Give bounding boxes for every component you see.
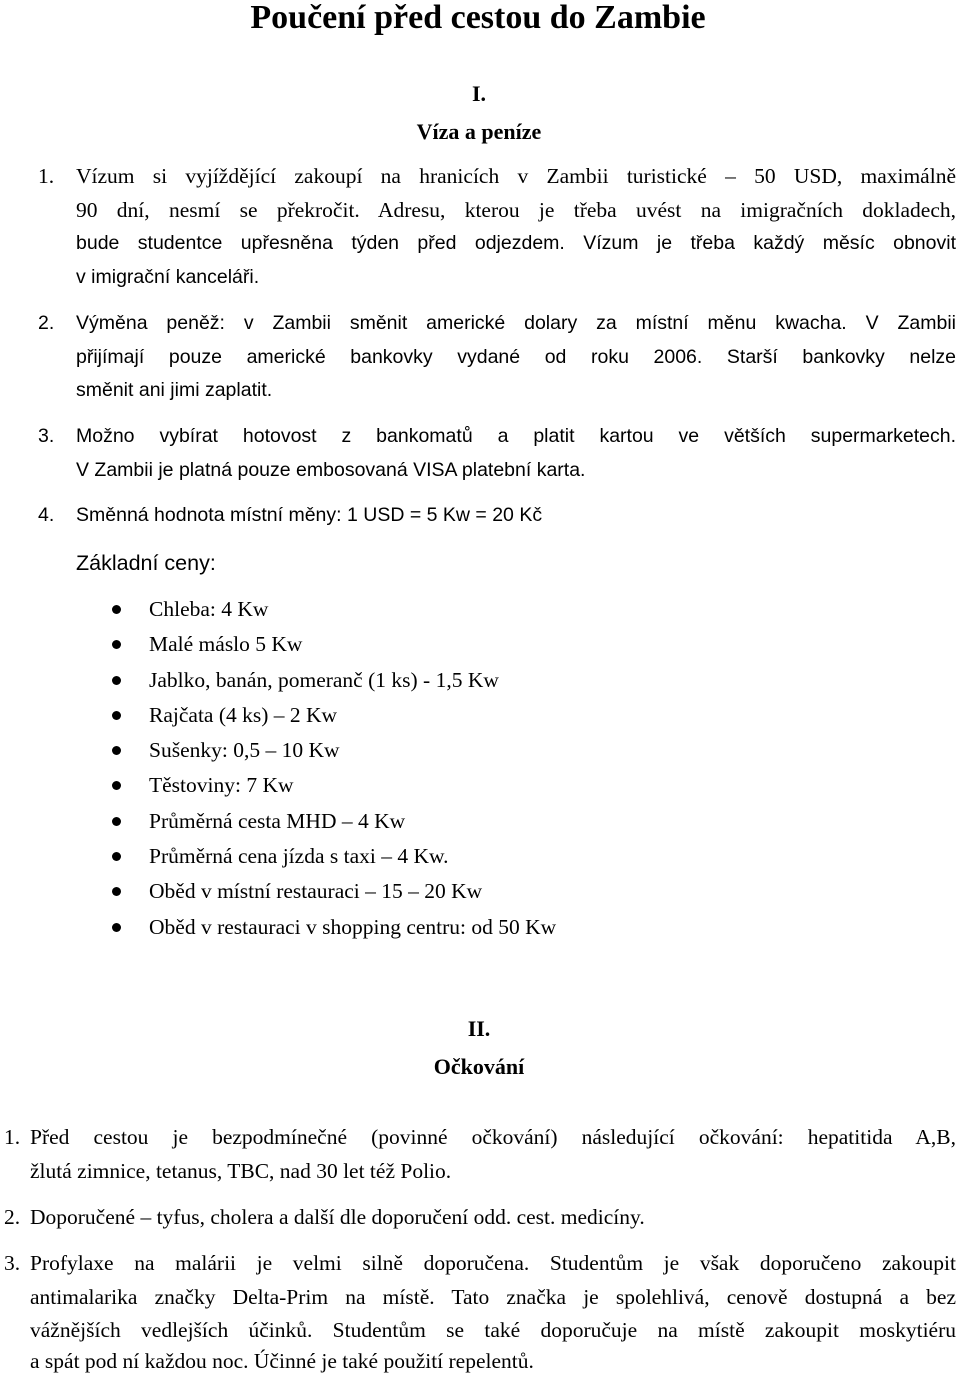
paragraph-line: 90 dní, nesmí se překročit. Adresu, kterou je třeba uvést na imigračních dokladech, <box>76 197 956 222</box>
section-2-heading: Očkování <box>433 1054 525 1079</box>
paragraph-line: Směnná hodnota místní měny: 1 USD = 5 Kw = 20 Kč <box>76 504 543 526</box>
section-2-item-3-line-2 <box>30 1281 956 1315</box>
list-item <box>106 839 556 874</box>
section-1-item-2 <box>76 307 956 341</box>
bullet-icon <box>112 852 121 861</box>
bullet-icon <box>112 711 121 720</box>
section-1-item-3-line-2 <box>76 454 956 488</box>
price-item-text: Rajčata (4 ks) – 2 Kw <box>149 702 338 727</box>
list-item <box>106 874 556 909</box>
paragraph-line: a spát pod ní každou noc. Účinné je také použití repelentů. <box>30 1349 534 1373</box>
paragraph-line: Doporučené – tyfus, cholera a další dle doporučení odd. cest. medicíny. <box>30 1205 645 1229</box>
price-item-text: Těstoviny: 7 Kw <box>149 773 294 798</box>
paragraph-line: Výměna peněž: v Zambii směnit americké dolary za místní měnu kwacha. V Zambii <box>76 312 956 334</box>
item-number: 4. <box>38 504 55 526</box>
list-item <box>106 627 556 662</box>
bullet-icon <box>112 817 121 826</box>
paragraph-line: vážnějších vedlejších účinků. Studentům se také doporučuje na místě zakoupit moskytiéru <box>30 1318 956 1342</box>
item-number: 3. <box>38 425 55 447</box>
item-number: 2. <box>4 1205 21 1229</box>
section-2-item-3-line-4 <box>30 1345 956 1379</box>
section-1-heading: Víza a peníze <box>416 119 542 144</box>
section-1-item-1-line-3 <box>76 227 956 261</box>
price-item-text: Průměrná cesta MHD – 4 Kw <box>149 808 406 833</box>
section-1-item-1-line-4 <box>76 261 956 295</box>
section-2-item-2 <box>30 1201 956 1235</box>
paragraph-line: Vízum si vyjíždějící zakoupí na hranicích v Zambii turistické – 50 USD, maximálně <box>76 164 956 188</box>
list-item <box>106 910 556 945</box>
price-item-text: Oběd v restauraci v shopping centru: od 50 Kw <box>149 914 557 939</box>
bullet-icon <box>112 887 121 896</box>
price-item-text: Sušenky: 0,5 – 10 Kw <box>149 738 340 763</box>
bullet-icon <box>112 676 121 685</box>
paragraph-line: směnit ani jimi zaplatit. <box>76 379 273 401</box>
list-item <box>106 698 556 733</box>
item-number: 3. <box>4 1251 21 1275</box>
list-item <box>106 663 556 698</box>
paragraph-line: Profylaxe na malárii je velmi silně doporučena. Studentům je však doporučeno zakoupit <box>30 1251 956 1275</box>
price-item-text: Jablko, banán, pomeranč (1 ks) - 1,5 Kw <box>149 667 499 692</box>
paragraph-line: přijímají pouze americké bankovky vydané od roku 2006. Starší bankovky nelze <box>76 345 956 368</box>
section-1-number: I. <box>471 81 487 106</box>
section-1-item-2-line-3 <box>76 374 956 408</box>
prices-label: Základní ceny: <box>76 551 216 575</box>
list-item <box>106 733 556 768</box>
price-list <box>106 592 556 945</box>
section-2-item-3-line-3 <box>30 1314 956 1348</box>
paragraph-line: bude studentce upřesněna týden před odjezdem. Vízum je třeba každý měsíc obnovit <box>76 232 956 254</box>
section-1-item-3 <box>76 420 956 454</box>
bullet-icon <box>112 781 121 790</box>
section-1-item-2-line-2 <box>76 341 956 375</box>
section-2-number: II. <box>467 1016 491 1041</box>
item-number: 1. <box>4 1125 21 1149</box>
bullet-icon <box>112 923 121 932</box>
price-item-text: Malé máslo 5 Kw <box>149 632 303 657</box>
section-2-item-1 <box>30 1121 956 1155</box>
paragraph-line: Před cestou je bezpodmínečné (povinné očkování) následující očkování: hepatitida A,B, <box>30 1125 956 1149</box>
section-1-item-1 <box>76 160 956 194</box>
item-number: 1. <box>38 164 55 188</box>
paragraph-line: Možno vybírat hotovost z bankomatů a platit kartou ve větších supermarketech. <box>76 425 956 447</box>
bullet-icon <box>112 746 121 755</box>
section-2-item-3 <box>30 1247 956 1281</box>
price-item-text: Chleba: 4 Kw <box>149 597 269 621</box>
section-2-item-1-line-2 <box>30 1155 956 1189</box>
list-item <box>106 592 556 627</box>
page-title: Poučení před cestou do Zambie <box>250 0 706 36</box>
paragraph-line: žlutá zimnice, tetanus, TBC, nad 30 let též Polio. <box>30 1158 452 1183</box>
item-number: 2. <box>38 312 55 334</box>
paragraph-line: antimalarika značky Delta-Prim na místě. Tato značka je spolehlivá, cenově dostupná a bez <box>30 1284 956 1309</box>
paragraph-line: V Zambii je platná pouze embosovaná VISA platební karta. <box>76 458 586 481</box>
price-item-text: Oběd v místní restauraci – 15 – 20 Kw <box>149 879 483 904</box>
bullet-icon <box>112 605 121 614</box>
section-1-item-1-line-2 <box>76 194 956 228</box>
paragraph-line: v imigrační kanceláři. <box>76 265 260 288</box>
list-item <box>106 768 556 803</box>
section-1-item-4 <box>76 499 956 533</box>
bullet-icon <box>112 640 121 649</box>
price-item-text: Průměrná cena jízda s taxi – 4 Kw. <box>149 844 449 869</box>
list-item <box>106 804 556 839</box>
